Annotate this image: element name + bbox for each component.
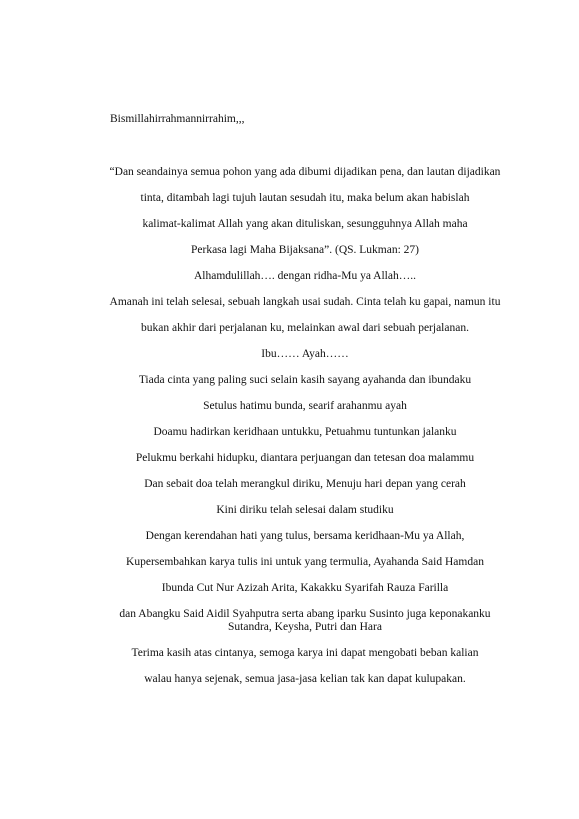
dedication-line-15: Dengan kerendahan hati yang tulus, bersama keridhaan-Mu ya Allah, [145,530,465,542]
dedication-body [108,166,502,685]
dedication-line-16: Kupersembahkan karya tulis ini untuk yang termulia, Ayahanda Said Hamdan [126,556,484,568]
verse-line-3: kalimat-kalimat Allah yang akan dituliskan, sesungguhnya Allah maha [142,218,468,230]
dedication-line-17: Ibunda Cut Nur Azizah Arita, Kakakku Syarifah Rauza Farilla [161,582,449,594]
dedication-line-9: Tiada cinta yang paling suci selain kasih sayang ayahanda dan ibundaku [138,374,472,386]
dedication-line-11: Doamu hadirkan keridhaan untukku, Petuahmu tuntunkan jalanku [153,426,457,438]
dedication-line-18: dan Abangku Said Aidil Syahputra serta abang iparku Susinto juga keponakanku Sutandra, Keysha, Putri dan Hara [119,608,491,633]
dedication-line-13: Dan sebait doa telah merangkul diriku, Menuju hari depan yang cerah [144,478,466,490]
dedication-line-14: Kini diriku telah selesai dalam studiku [216,504,394,516]
dedication-line-12: Pelukmu berkahi hidupku, diantara perjuangan dan tetesan doa malammu [135,452,475,464]
verse-line-2: tinta, ditambah lagi tujuh lautan sesudah itu, maka belum akan habislah [140,192,470,204]
dedication-line-19: Terima kasih atas cintanya, semoga karya ini dapat mengobati beban kalian [131,646,479,659]
dedication-line-20: walau hanya sejenak, semua jasa-jasa kelian tak kan dapat kulupakan. [144,672,466,685]
verse-line-1: “Dan seandainya semua pohon yang ada dibumi dijadikan pena, dan lautan dijadikan [109,166,501,178]
verse-line-4: Perkasa lagi Maha Bijaksana”. (QS. Lukman: 27) [190,244,420,256]
dedication-line-7: bukan akhir dari perjalanan ku, melainkan awal dari sebuah perjalanan. [141,322,469,334]
dedication-line-5: Alhamdulillah…. dengan ridha-Mu ya Allah….. [194,270,416,282]
greeting-text: Bismillahirrahmannirrahim,,, [110,113,245,125]
dedication-line-6: Amanah ini telah selesai, sebuah langkah usai sudah. Cinta telah ku gapai, namun itu [109,296,501,308]
dedication-line-10: Setulus hatimu bunda, searif arahanmu ayah [203,400,407,412]
dedication-line-8: Ibu…… Ayah…… [261,348,349,360]
